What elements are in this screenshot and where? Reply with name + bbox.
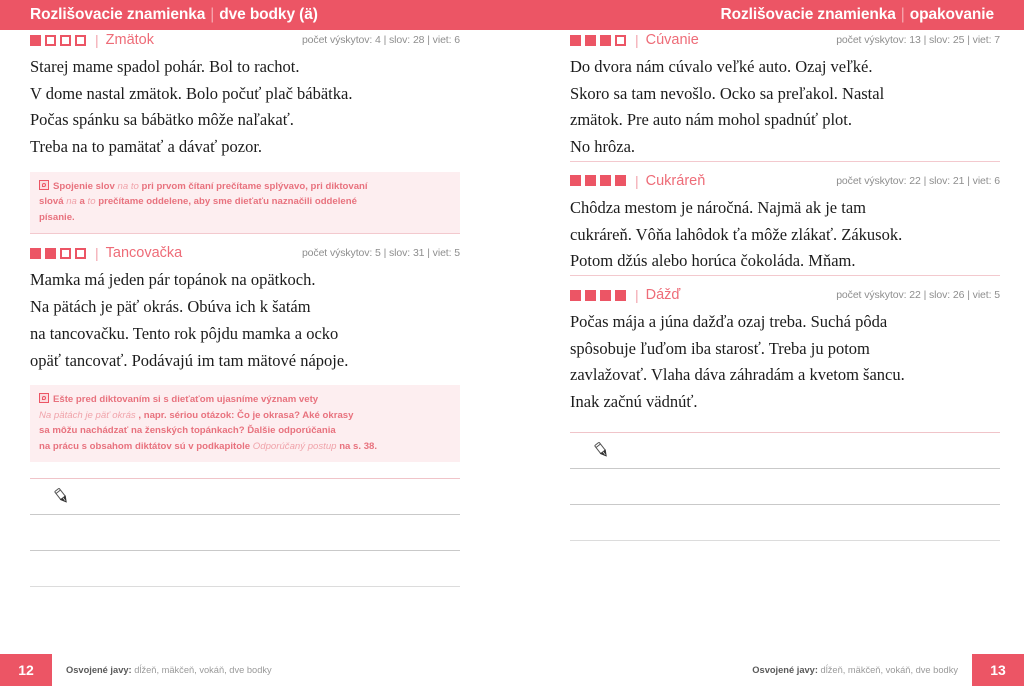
pencil-icon [52,484,74,506]
exercise-title: Cukráreň [645,172,706,189]
note-emphasis: Odporúčaný postup [252,440,337,452]
right-page-content [570,30,1000,541]
exercise-text-line: Na pätách je päť okrás. Obúva ich k šatám [30,297,311,317]
header-left-separator: | [210,6,215,23]
note-icon [39,180,49,190]
exercise-stats: počet výskytov: 4 | slov: 28 | viet: 6 [301,34,460,46]
exercise-text [570,195,1000,275]
header-left-topic: Rozlišovacie znamienka [30,6,206,23]
header-right-separator: | [900,6,905,23]
header-left [0,0,512,30]
note-line [39,408,450,424]
exercise-text-line: Potom džús alebo horúca čokoláda. Mňam. [570,251,856,271]
title-separator: | [95,245,99,262]
difficulty-square-empty [75,248,86,259]
note-text: na prácu s obsahom diktátov sú v podkapitole [39,440,253,452]
note-line [39,439,450,455]
exercise-header [30,243,460,263]
right-writing-area[interactable] [570,432,1000,541]
note-text: pri prvom čítaní prečítame splývavo, pri diktovaní [138,180,368,192]
exercise-text [30,267,460,374]
right-footer-text [738,665,972,675]
exercise-stats: počet výskytov: 5 | slov: 31 | viet: 5 [301,247,460,260]
right-exercise-list [570,30,1000,416]
difficulty-square-filled [585,35,596,46]
note-text: prečítame oddelene, aby sme dieťaťu naznačili oddelené [95,196,357,208]
note-emphasis: na [66,196,77,208]
note-line [39,179,450,195]
title-separator: | [635,172,639,189]
exercise-divider [570,161,1000,162]
exercise-text-line: V dome nastal zmätok. Bolo počuť plač bábätka. [30,83,353,103]
exercise-text-line: No hrôza. [570,137,636,157]
exercise-title: Dážď [645,287,681,304]
left-footer-label: Osvojené javy: [66,665,132,675]
note-text: na s. 38. [336,440,378,452]
exercise-text-line: Treba na to pamätať a dávať pozor. [30,137,263,157]
exercise-block [30,233,460,462]
note-line [39,210,450,226]
left-footer [0,654,286,686]
difficulty-indicator [30,248,86,259]
difficulty-square-filled [45,248,56,259]
exercise-title: Zmätok [105,32,154,48]
title-separator: | [635,32,639,48]
exercise-block [570,275,1000,416]
left-writing-area[interactable] [30,478,460,587]
difficulty-square-empty [60,248,71,259]
difficulty-square-filled [615,175,626,186]
difficulty-square-empty [60,35,71,46]
exercise-text-line: spôsobuje ľuďom iba starosť. Treba ju potom [570,338,870,358]
exercise-text-line: Počas mája a júna dažďa ozaj treba. Suchá pôda [570,312,888,332]
exercise-stats: počet výskytov: 22 | slov: 26 | viet: 5 [836,289,1000,302]
note-icon [39,393,49,403]
right-footer-label: Osvojené javy: [752,665,818,675]
exercise-block [570,161,1000,275]
difficulty-indicator [570,175,626,186]
teacher-note [30,385,460,462]
difficulty-square-filled [570,35,581,46]
header-band [0,0,1024,30]
exercise-text-line: Starej mame spadol pohár. Bol to rachot. [30,57,300,76]
note-text: , napr. sériou otázok: Čo je okrasa? Aké okrasy [135,409,354,421]
exercise-stats: počet výskytov: 13 | slov: 25 | viet: 7 [836,34,1000,46]
exercise-block [570,30,1000,161]
writing-line-gap [570,469,1000,504]
exercise-text-line: Do dvora nám cúvalo veľké auto. Ozaj veľké. [570,57,873,76]
difficulty-square-filled [615,290,626,301]
note-text: sa môžu nachádzať na ženských topánkach? Ďalšie odporúčania [39,425,336,437]
difficulty-indicator [570,290,626,301]
exercise-text-line: opäť tancovať. Podávajú im tam mätové nápoje. [30,350,349,370]
difficulty-square-filled [30,35,41,46]
exercise-text [30,54,460,161]
exercise-text-line: Inak začnú vädnúť. [570,392,698,412]
exercise-title: Tancovačka [105,245,183,262]
difficulty-indicator [570,35,626,46]
note-text: Ešte pred diktovaním si s dieťaťom ujasníme význam vety [53,394,319,406]
exercise-block [30,30,460,233]
writing-line-gap [30,515,460,550]
writing-line-gap [570,505,1000,540]
difficulty-square-filled [600,175,611,186]
note-text: slová [39,196,67,208]
left-footer-value: dĺžeň, mäkčeň, vokáň, dve bodky [131,665,272,675]
right-page-number: 13 [972,654,1024,686]
left-exercise-list [30,30,460,462]
header-right [512,0,1024,30]
exercise-divider [30,233,460,234]
title-separator: | [635,287,639,304]
difficulty-square-filled [585,175,596,186]
right-footer [738,654,1024,686]
note-text: Spojenie slov [53,180,118,192]
header-left-title [30,6,318,24]
header-right-title [721,6,994,24]
difficulty-square-filled [600,35,611,46]
exercise-header [570,30,1000,50]
writing-line[interactable] [30,586,460,587]
note-line [39,392,450,408]
exercise-text-line: Skoro sa tam nevošlo. Ocko sa preľakol. Nastal [570,83,885,103]
note-text: písanie. [39,211,75,223]
exercise-divider [570,275,1000,276]
exercise-text-line: Počas spánku sa bábätko môže naľakať. [30,110,294,130]
writing-line[interactable] [570,540,1000,541]
difficulty-indicator [30,35,86,46]
header-right-topic: Rozlišovacie znamienka [720,6,896,23]
left-page-content [30,30,460,587]
note-emphasis: na to [117,180,139,192]
left-footer-text [52,665,286,675]
writing-line-gap [30,479,460,514]
note-text: a [76,196,88,208]
exercise-text-line: Chôdza mestom je náročná. Najmä ak je tam [570,197,866,217]
exercise-text [570,309,1000,416]
exercise-text-line: cukráreň. Vôňa lahôdok ťa môže zlákať. Zákusok. [570,224,903,244]
difficulty-square-filled [600,290,611,301]
difficulty-square-filled [570,290,581,301]
note-emphasis: to [87,196,96,208]
pencil-icon [592,438,614,460]
difficulty-square-filled [570,175,581,186]
difficulty-square-filled [585,290,596,301]
writing-line-gap [570,433,1000,468]
exercise-text-line: zavlažovať. Vlaha dáva záhradám a kvetom šancu. [570,365,905,385]
exercise-text-line: na tancovačku. Tento rok pôjdu mamka a ocko [30,323,339,343]
note-emphasis: Na pätách je päť okrás [39,409,136,421]
difficulty-square-empty [45,35,56,46]
difficulty-square-empty [615,35,626,46]
writing-line-gap [30,551,460,586]
right-footer-value: dĺžeň, mäkčeň, vokáň, dve bodky [817,665,958,675]
teacher-note [30,172,460,234]
left-page-number: 12 [0,654,52,686]
difficulty-square-empty [75,35,86,46]
title-separator: | [95,32,99,48]
difficulty-square-filled [30,248,41,259]
exercise-header [570,285,1000,305]
header-left-subtopic: dve bodky (ä) [219,6,318,23]
exercise-stats: počet výskytov: 22 | slov: 21 | viet: 6 [836,174,1000,187]
exercise-title: Cúvanie [645,32,699,48]
exercise-header [30,30,460,50]
exercise-header [570,171,1000,191]
header-right-subtopic: opakovanie [909,6,994,23]
note-line [39,423,450,439]
exercise-text-line: Mamka má jeden pár topánok na opätkoch. [30,270,316,290]
exercise-text-line: zmätok. Pre auto nám mohol spadnúť plot. [570,110,853,130]
exercise-text [570,54,1000,161]
note-line [39,194,450,210]
